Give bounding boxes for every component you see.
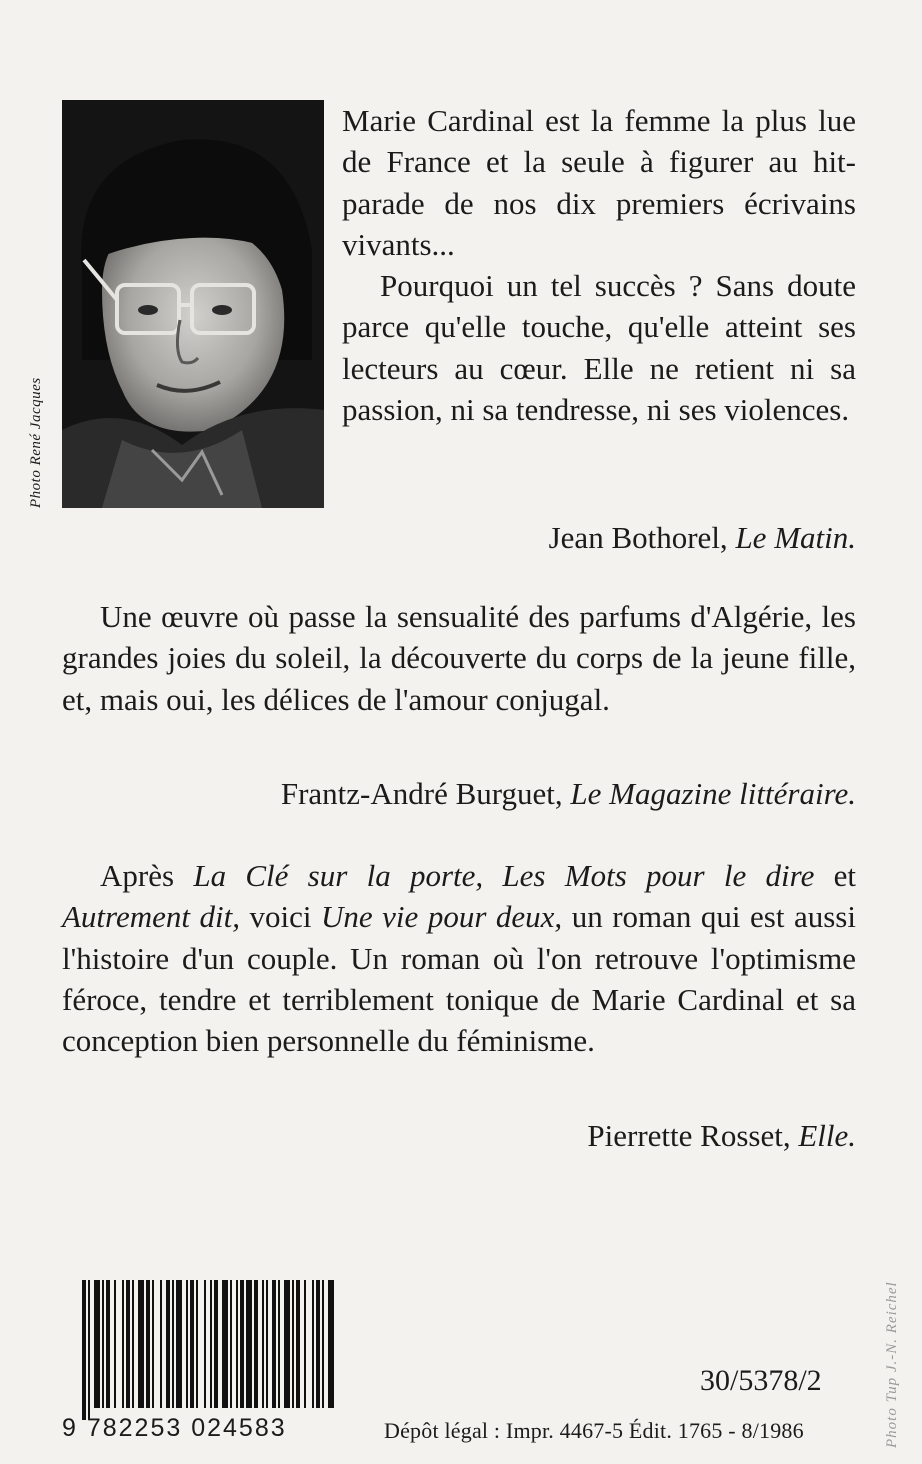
barcode-bar bbox=[114, 1280, 116, 1408]
attribution-3 bbox=[587, 1116, 856, 1156]
barcode-bar bbox=[166, 1280, 170, 1408]
barcode-bar bbox=[172, 1280, 174, 1408]
barcode-bar bbox=[284, 1280, 290, 1408]
barcode-bar bbox=[322, 1280, 324, 1408]
barcode-bar bbox=[304, 1280, 306, 1408]
barcode-bar bbox=[262, 1280, 264, 1408]
barcode-bar bbox=[278, 1280, 280, 1408]
barcode-bar bbox=[82, 1280, 86, 1420]
barcode-bar bbox=[196, 1280, 198, 1408]
barcode-bar bbox=[138, 1280, 144, 1408]
barcode-bar bbox=[292, 1280, 294, 1408]
attribution-2-source: Le Magazine littéraire. bbox=[570, 776, 856, 811]
attribution-3-author: Pierrette Rosset, bbox=[587, 1118, 791, 1153]
review-3-and: et bbox=[833, 858, 856, 893]
review-3-title-2: Autrement dit, bbox=[62, 899, 240, 935]
barcode-bar bbox=[222, 1280, 228, 1408]
barcode-bar bbox=[102, 1280, 104, 1408]
barcode-bar bbox=[266, 1280, 268, 1408]
review-3-title-3: Une vie pour deux, bbox=[321, 899, 563, 935]
attribution-3-source: Elle. bbox=[798, 1118, 856, 1153]
intro-paragraph bbox=[342, 100, 856, 430]
barcode-bar bbox=[316, 1280, 320, 1408]
intro-text: Marie Cardinal est la femme la plus lue de France et la seule à figurer au hit-parade de nos dix premiers écrivains vivants... bbox=[342, 103, 856, 262]
review-3 bbox=[62, 855, 856, 1061]
barcode-bar bbox=[214, 1280, 218, 1408]
barcode-bar bbox=[88, 1280, 90, 1420]
review-3-rest: un roman qui est aussi l'histoire d'un couple. Un roman où l'on retrouve l'optimisme féroce, tendre et terriblement tonique de Marie Cardinal et sa conception bien personnelle du féminisme. bbox=[62, 899, 856, 1059]
barcode-bar bbox=[106, 1280, 110, 1408]
author-photo bbox=[62, 100, 324, 508]
barcode-bar bbox=[176, 1280, 182, 1408]
barcode-bar bbox=[240, 1280, 244, 1408]
barcode-bar bbox=[186, 1280, 188, 1408]
review-2 bbox=[62, 596, 856, 720]
legal-deposit: Dépôt légal : Impr. 4467-5 Édit. 1765 - 8/1986 bbox=[384, 1418, 804, 1443]
barcode-bar bbox=[160, 1280, 162, 1408]
review-3-voici: voici bbox=[249, 899, 312, 935]
attribution-1-source: Le Matin. bbox=[735, 520, 856, 555]
barcode-bar bbox=[152, 1280, 154, 1408]
review-2-text: Une œuvre où passe la sensualité des parfums d'Algérie, les grandes joies du soleil, la découverte du corps de la jeune fille, et, mais oui, les délices de l'amour conjugal. bbox=[62, 599, 856, 717]
barcode-bar bbox=[296, 1280, 300, 1408]
barcode-bar bbox=[328, 1280, 334, 1408]
attribution-1-author: Jean Bothorel, bbox=[548, 520, 728, 555]
barcode-bar bbox=[246, 1280, 252, 1408]
review-3-title-1: La Clé sur la porte, Les Mots pour le dire bbox=[193, 858, 815, 893]
cover-photo-credit: Photo Tup J.-N. Reichel bbox=[884, 1281, 900, 1448]
barcode-bar bbox=[132, 1280, 134, 1408]
attribution-2-author: Frantz-André Burguet, bbox=[280, 776, 563, 811]
review-3-before: Après bbox=[100, 858, 175, 893]
barcode-digits: 9 782253 024583 bbox=[62, 1414, 287, 1442]
barcode-bar bbox=[230, 1280, 232, 1408]
catalog-number: 30/5378/2 bbox=[700, 1364, 822, 1397]
photo-credit: Photo René Jacques bbox=[28, 377, 44, 508]
attribution-1 bbox=[549, 518, 856, 558]
barcode-bar bbox=[146, 1280, 150, 1408]
barcode-bar bbox=[210, 1280, 212, 1408]
barcode-bar bbox=[94, 1280, 100, 1408]
attribution-2 bbox=[281, 774, 856, 814]
barcode-bar bbox=[272, 1280, 276, 1408]
barcode-bar bbox=[236, 1280, 238, 1408]
barcode-bar bbox=[190, 1280, 194, 1408]
barcode-bar bbox=[126, 1280, 130, 1408]
barcode-bar bbox=[204, 1280, 206, 1408]
intro-text-2: Pourquoi un tel succès ? Sans doute parce qu'elle touche, qu'elle atteint ses lecteurs au cœur. Elle ne retient ni sa passion, ni sa tendresse, ni ses violences. bbox=[342, 268, 856, 428]
barcode-bar bbox=[312, 1280, 314, 1408]
barcode-bar bbox=[254, 1280, 258, 1408]
barcode-bar bbox=[122, 1280, 124, 1408]
